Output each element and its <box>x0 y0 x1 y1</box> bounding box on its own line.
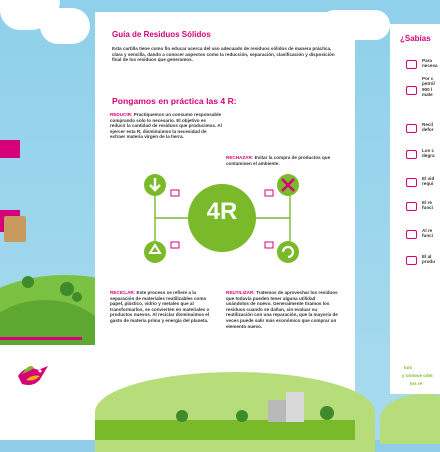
item-icon <box>406 230 417 239</box>
building <box>286 392 304 422</box>
bush <box>72 292 82 302</box>
reutilizar-label: REUTILIZAR: <box>226 290 255 295</box>
tree <box>236 410 248 422</box>
tree <box>320 406 334 420</box>
rechazar-label: RECHAZAR: <box>226 155 254 160</box>
ground <box>95 420 355 440</box>
section-title: Pongamos en práctica las 4 R: <box>112 96 237 106</box>
page-title: Guía de Residuos Sólidos <box>112 30 211 39</box>
tree <box>176 410 188 422</box>
side-title: ¿Sabías <box>400 34 431 43</box>
item-icon <box>406 60 417 69</box>
item-icon <box>406 178 417 187</box>
side-item: El vid requi <box>422 176 435 187</box>
down-arrow-icon <box>143 173 167 197</box>
cloud <box>40 8 90 44</box>
item-icon <box>406 124 417 133</box>
side-item: Recil defor <box>422 122 434 133</box>
reciclar-text <box>110 290 218 324</box>
item-icon <box>406 256 417 265</box>
side-item: Al re funci <box>422 228 433 239</box>
reutilizar-text <box>226 290 338 329</box>
reducir-label: REDUCIR: <box>110 112 133 117</box>
reuse-icon <box>276 240 300 264</box>
side-item: Por c petról 900 l mate <box>422 76 435 98</box>
4r-label: 4R <box>206 198 238 225</box>
side-item: Los c degra <box>422 148 435 159</box>
cross-icon <box>276 173 300 197</box>
building <box>268 400 288 422</box>
recycle-icon <box>143 240 167 264</box>
shopping-bag-icon <box>4 216 26 242</box>
rechazar-text <box>226 155 338 166</box>
reciclar-body: Este proceso se refiere a la separación de materiales reutilizables como papel, plástico, vidrio y metales que al transformarlos, se convierten en materiales o productos nuevos. Al reciclar disminuimos el gasto de materia prima y energía del planeta. <box>110 290 210 323</box>
item-icon <box>406 150 417 159</box>
side-item: Para necesa <box>422 58 438 69</box>
rechazar-body: Evitar la compra de productos que contaminen el ambiente. <box>226 155 331 166</box>
side-footer: y conoce cóm <box>402 373 433 378</box>
side-footer: los re <box>410 381 423 386</box>
intro-text: Esta cartilla tiene como fin educar acerca del uso adecuado de residuos sólidos de manera práctica, clara y sencilla, dando a conocer aspectos como la reducción, separación, clasificación y disposición final de los residuos que generamos. <box>112 46 335 63</box>
bush <box>22 276 34 288</box>
sign-board <box>0 140 20 158</box>
reutilizar-body: Tratemos de aprovechar los residuos que todavía pueden tener alguna utilidad usándolos de nuevo. Generalmente tiramos los residuos cuando se dañan, sin evaluar su reutilización con una reparación, que la mayoría de veces puede salir más económico que comprar un elemento nuevo. <box>226 290 338 329</box>
item-icon <box>406 86 417 95</box>
bird-icon <box>12 360 52 392</box>
item-icon <box>406 202 417 211</box>
side-item: El al produ <box>422 254 436 265</box>
side-footer: luis <box>404 365 412 370</box>
reducir-body: Practiquemos un consumo responsable comprando solo lo necesario. El objetivo es reducir la cantidad de residuos que producimos. Al ejercer esta R, disminuimos la necesidad de extraer materia virgen de la tierra. <box>110 112 222 140</box>
reciclar-label: RECICLAR: <box>110 290 136 295</box>
side-item: El re funci <box>422 200 433 211</box>
reducir-text <box>110 112 222 140</box>
sign-board <box>0 337 82 340</box>
